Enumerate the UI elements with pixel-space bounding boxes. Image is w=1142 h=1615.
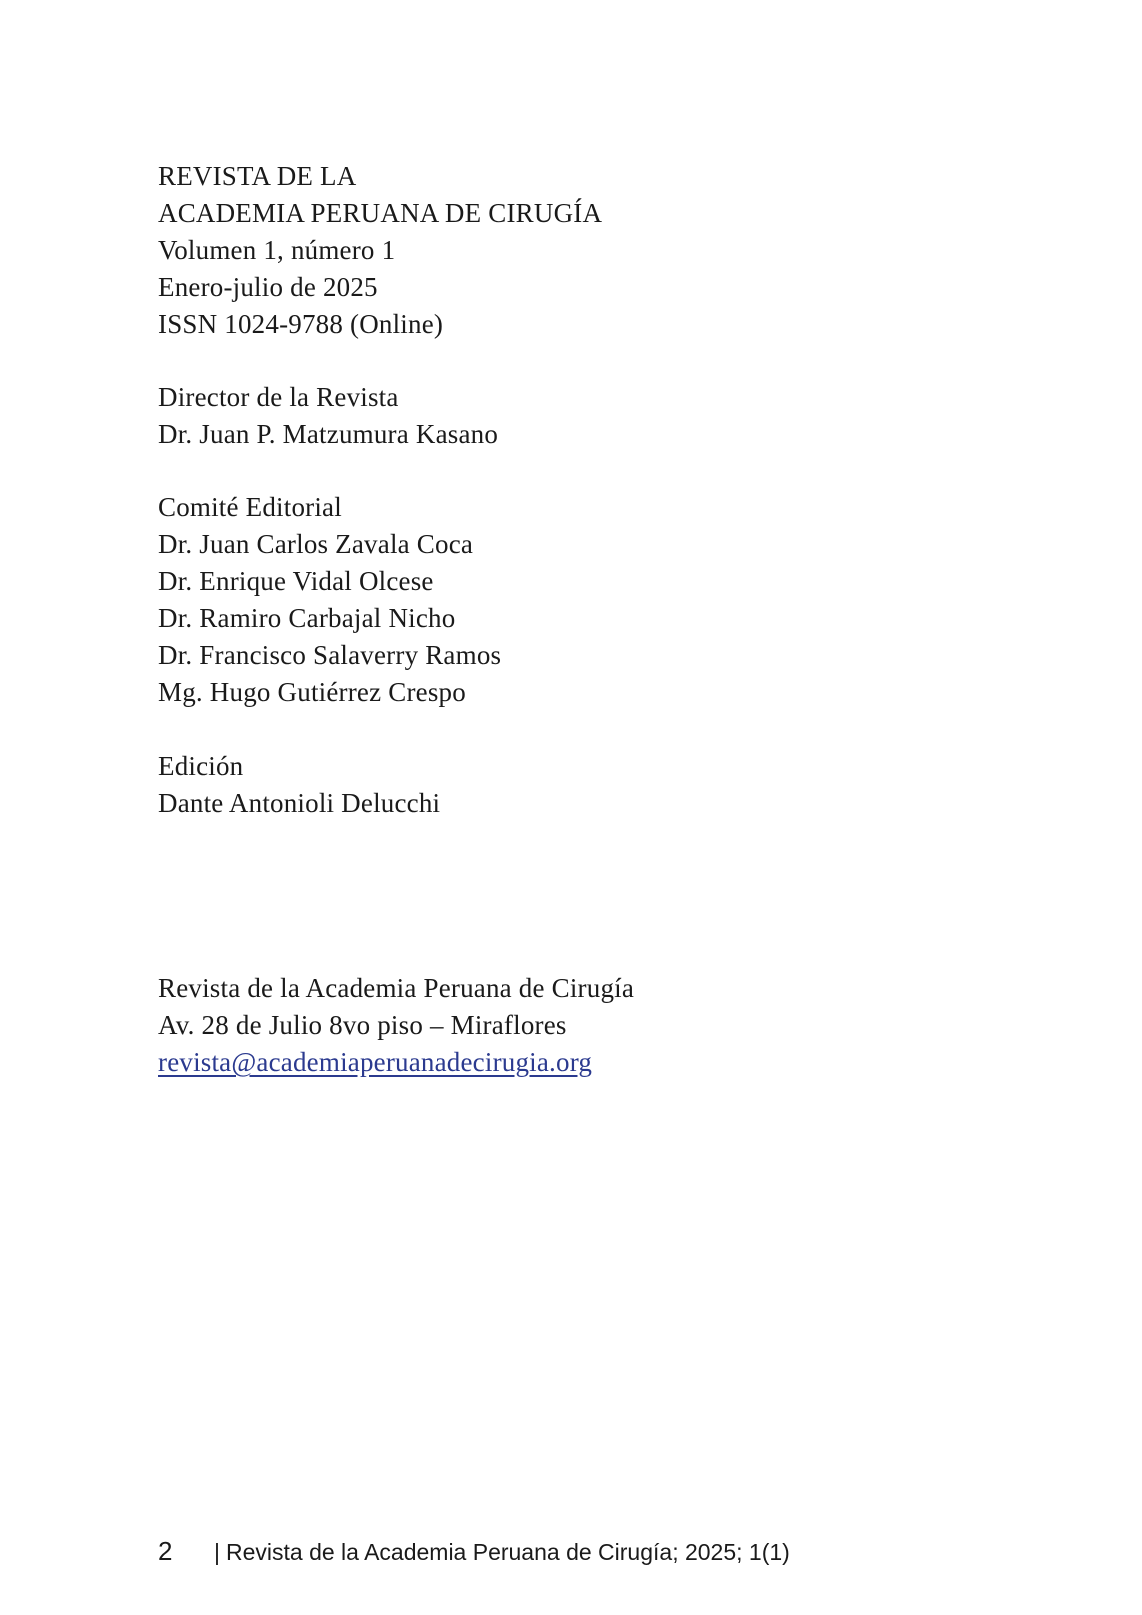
edition-heading: Edición	[158, 751, 244, 781]
street-address: Av. 28 de Julio 8vo piso – Miraflores	[158, 1010, 567, 1040]
committee-member: Mg. Hugo Gutiérrez Crespo	[158, 677, 466, 707]
issn: ISSN 1024-9788 (Online)	[158, 309, 444, 339]
edition-name: Dante Antonioli Delucchi	[158, 788, 441, 818]
page-number: 2	[158, 1536, 173, 1566]
director-heading: Director de la Revista	[158, 382, 399, 412]
page-footer	[158, 1536, 790, 1567]
organization-name: Revista de la Academia Peruana de Cirugía	[158, 973, 635, 1003]
director-name: Dr. Juan P. Matzumura Kasano	[158, 419, 499, 449]
footer-citation: Revista de la Academia Peruana de Cirugía; 2025; 1(1)	[225, 1539, 790, 1565]
email-line	[158, 1044, 634, 1081]
masthead-block	[158, 158, 602, 343]
contact-email-link[interactable]: revista@academiaperuanadecirugia.org	[158, 1047, 593, 1077]
volume-number: Volumen 1, número 1	[158, 235, 396, 265]
publication-period: Enero-julio de 2025	[158, 272, 378, 302]
committee-heading: Comité Editorial	[158, 492, 342, 522]
committee-member: Dr. Juan Carlos Zavala Coca	[158, 529, 474, 559]
journal-title-line-2: ACADEMIA PERUANA DE CIRUGÍA	[158, 198, 603, 228]
contact-address-block	[158, 970, 634, 1081]
journal-title-line-1: REVISTA DE LA	[158, 161, 357, 191]
edition-block	[158, 748, 440, 822]
committee-member: Dr. Enrique Vidal Olcese	[158, 566, 434, 596]
committee-member: Dr. Francisco Salaverry Ramos	[158, 640, 502, 670]
committee-member: Dr. Ramiro Carbajal Nicho	[158, 603, 456, 633]
footer-separator: |	[214, 1539, 220, 1565]
director-block	[158, 379, 498, 453]
editorial-committee-block	[158, 489, 501, 711]
